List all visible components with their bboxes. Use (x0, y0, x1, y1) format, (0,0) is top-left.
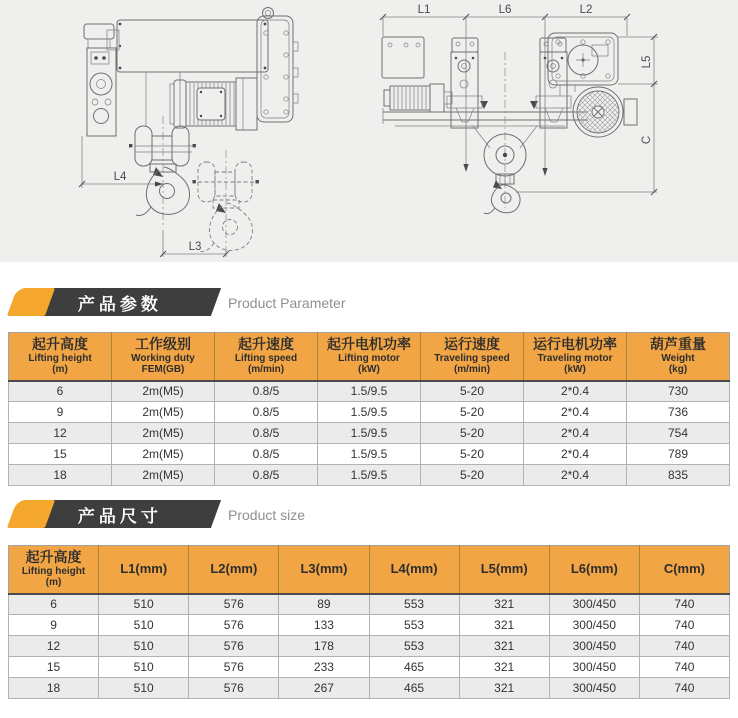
table-cell: 300/450 (549, 678, 639, 699)
parameter-table (8, 332, 730, 486)
header-cell (279, 546, 369, 594)
table-cell: 576 (189, 657, 279, 678)
dimension-label-l3: L3 (188, 241, 202, 253)
table-cell: 321 (459, 636, 549, 657)
table-row (9, 594, 730, 615)
header-label: L4(mm) (390, 560, 438, 576)
table-cell: 321 (459, 657, 549, 678)
table-cell: 0.8/5 (215, 381, 318, 402)
dimension-label-c: C (641, 135, 653, 145)
table-cell: 2m(M5) (112, 402, 215, 423)
header-sublabel: (kW) (358, 364, 380, 376)
table-cell: 2m(M5) (112, 423, 215, 444)
table-cell: 321 (459, 594, 549, 615)
table-cell: 730 (627, 381, 730, 402)
table-cell: 321 (459, 615, 549, 636)
header-cell (189, 546, 279, 594)
table-row (9, 636, 730, 657)
header-label: L2(mm) (210, 560, 258, 576)
table-cell: 2*0.4 (524, 444, 627, 465)
section-banner-size (0, 500, 738, 528)
header-label: 工作级别 (135, 336, 191, 353)
table-cell: 2*0.4 (524, 465, 627, 486)
header-label: 起升高度 (32, 336, 88, 353)
header-cell (421, 333, 524, 381)
header-cell (112, 333, 215, 381)
header-label: 运行电机功率 (533, 336, 617, 353)
table-cell: 5-20 (421, 444, 524, 465)
table-cell: 1.5/9.5 (318, 444, 421, 465)
size-table (8, 545, 730, 699)
trolley-plate-left (447, 38, 482, 128)
table-cell: 1.5/9.5 (318, 465, 421, 486)
table-cell: 9 (9, 402, 112, 423)
header-label: 葫芦重量 (650, 336, 706, 353)
dimension-label-l2: L2 (579, 4, 593, 16)
table-row (9, 465, 730, 486)
header-cell (549, 546, 639, 594)
hook-block-solid (129, 116, 196, 228)
header-sublabel: Lifting height (21, 566, 86, 578)
table-cell: 300/450 (549, 594, 639, 615)
table-cell: 510 (99, 636, 189, 657)
header-cell (639, 546, 729, 594)
table-cell: 1.5/9.5 (318, 381, 421, 402)
header-sublabel: (kg) (668, 364, 688, 376)
header-cell (215, 333, 318, 381)
table-row (9, 678, 730, 699)
header-sublabel: Traveling speed (434, 353, 510, 365)
table-cell: 5-20 (421, 423, 524, 444)
header-sublabel: (m/min) (247, 364, 285, 376)
table-row (9, 402, 730, 423)
header-cell (9, 546, 99, 594)
table-cell: 740 (639, 657, 729, 678)
dimension-label-l6: L6 (498, 4, 512, 16)
table-cell: 267 (279, 678, 369, 699)
header-label: L3(mm) (300, 560, 348, 576)
table-cell: 553 (369, 636, 459, 657)
table-cell: 2m(M5) (112, 444, 215, 465)
header-label: 运行速度 (444, 336, 500, 353)
hoist-side-view-drawing (79, 8, 298, 258)
header-sublabel: FEM(GB) (141, 364, 185, 376)
table-cell: 510 (99, 678, 189, 699)
header-cell (9, 333, 112, 381)
header-cell (459, 546, 549, 594)
table-cell: 465 (369, 678, 459, 699)
header-cell (369, 546, 459, 594)
hoist-drawings-svg (0, 0, 738, 262)
table-cell: 0.8/5 (215, 465, 318, 486)
table-cell: 2m(M5) (112, 381, 215, 402)
table-cell: 18 (9, 465, 112, 486)
table-row (9, 615, 730, 636)
header-sublabel: (m) (45, 577, 62, 589)
table-row (9, 657, 730, 678)
table-cell: 835 (627, 465, 730, 486)
table-cell: 5-20 (421, 465, 524, 486)
table-cell: 300/450 (549, 636, 639, 657)
section-banner-parameters (0, 288, 738, 316)
technical-drawings-panel (0, 0, 738, 262)
header-sublabel: Working duty (131, 353, 195, 365)
header-sublabel: (m/min) (453, 364, 491, 376)
table-cell: 2m(M5) (112, 465, 215, 486)
header-row (9, 333, 730, 381)
header-cell (627, 333, 730, 381)
header-sublabel: (m) (52, 364, 68, 376)
section-title-en: Product size (228, 507, 306, 523)
section-title-cn: 产品参数 (78, 294, 162, 314)
table-row (9, 423, 730, 444)
table-cell: 740 (639, 678, 729, 699)
table-cell: 6 (9, 381, 112, 402)
table-cell: 178 (279, 636, 369, 657)
table-cell: 740 (639, 594, 729, 615)
header-row (9, 546, 730, 594)
table-cell: 15 (9, 444, 112, 465)
header-sublabel: (kW) (564, 364, 586, 376)
table-cell: 510 (99, 594, 189, 615)
dimension-label-l5: L5 (641, 55, 653, 69)
header-label: L1(mm) (120, 560, 168, 576)
table-cell: 553 (369, 594, 459, 615)
table-cell: 18 (9, 678, 99, 699)
table-row (9, 381, 730, 402)
table-row (9, 444, 730, 465)
header-sublabel: Lifting speed (234, 353, 298, 365)
table-cell: 5-20 (421, 381, 524, 402)
table-cell: 300/450 (549, 657, 639, 678)
header-cell (318, 333, 421, 381)
dimension-label-l1: L1 (417, 4, 431, 16)
table-cell: 510 (99, 615, 189, 636)
table-cell: 12 (9, 636, 99, 657)
table-cell: 1.5/9.5 (318, 423, 421, 444)
table-cell: 576 (189, 636, 279, 657)
table-cell: 12 (9, 423, 112, 444)
trolley-plate-right (536, 38, 571, 128)
table-cell: 0.8/5 (215, 402, 318, 423)
header-label: 起升速度 (238, 336, 294, 353)
table-cell: 789 (627, 444, 730, 465)
table-cell: 15 (9, 657, 99, 678)
table-cell: 740 (639, 636, 729, 657)
hook-block-phantom (193, 150, 259, 256)
table-cell: 1.5/9.5 (318, 402, 421, 423)
header-cell (524, 333, 627, 381)
table-cell: 233 (279, 657, 369, 678)
table-cell: 300/450 (549, 615, 639, 636)
table-cell: 754 (627, 423, 730, 444)
table-cell: 576 (189, 594, 279, 615)
section-title-cn: 产品尺寸 (78, 506, 162, 526)
table-cell: 576 (189, 615, 279, 636)
dimension-label-l4: L4 (113, 171, 127, 183)
table-cell: 0.8/5 (215, 444, 318, 465)
dimension-l3 (160, 230, 229, 257)
motor-fan-cover (560, 85, 637, 137)
table-cell: 510 (99, 657, 189, 678)
table-cell: 133 (279, 615, 369, 636)
header-sublabel: Lifting motor (338, 353, 400, 365)
hoist-front-view-drawing (380, 4, 658, 214)
header-label: C(mm) (663, 560, 706, 576)
table-cell: 2*0.4 (524, 381, 627, 402)
table-cell: 0.8/5 (215, 423, 318, 444)
table-cell: 5-20 (421, 402, 524, 423)
header-label: L5(mm) (480, 560, 528, 576)
header-label: L6(mm) (570, 560, 618, 576)
table-cell: 9 (9, 615, 99, 636)
table-cell: 576 (189, 678, 279, 699)
header-sublabel: Traveling motor (537, 353, 613, 365)
table-cell: 89 (279, 594, 369, 615)
table-cell: 553 (369, 615, 459, 636)
header-label: 起升电机功率 (327, 336, 411, 353)
bottom-hook-assembly (473, 52, 657, 214)
table-cell: 6 (9, 594, 99, 615)
header-cell (99, 546, 189, 594)
table-cell: 321 (459, 678, 549, 699)
table-cell: 2*0.4 (524, 402, 627, 423)
header-sublabel: Lifting height (28, 353, 92, 365)
table-cell: 740 (639, 615, 729, 636)
section-title-en: Product Parameter (228, 295, 346, 311)
header-label: 起升高度 (25, 549, 82, 566)
table-cell: 736 (627, 402, 730, 423)
table-cell: 465 (369, 657, 459, 678)
table-cell: 2*0.4 (524, 423, 627, 444)
header-sublabel: Weight (661, 353, 695, 365)
